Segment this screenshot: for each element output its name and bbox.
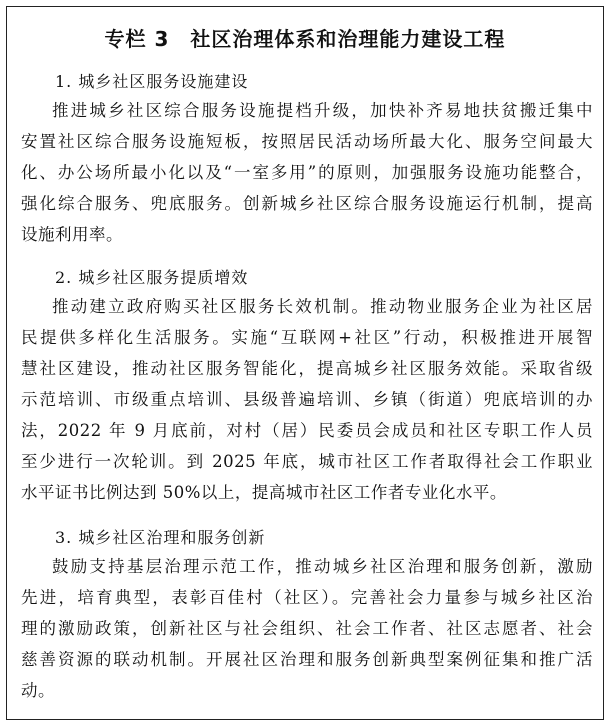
paragraph-line: 理的激励政策，创新社区与社会组织、社会工作者、社区志愿者、社会 bbox=[21, 619, 593, 638]
paragraph-line: 推进城乡社区综合服务设施提档升级，加快补齐易地扶贫搬迁集中 bbox=[52, 101, 593, 120]
paragraph-line: 水平证书比例达到 50%以上，提高城市社区工作者专业化水平。 bbox=[21, 483, 507, 502]
section-paragraph-2 bbox=[21, 291, 593, 508]
paragraph-line: 动。 bbox=[21, 681, 55, 700]
paragraph-line: 强化综合服务、兜底服务。创新城乡社区综合服务设施运行机制，提高 bbox=[21, 194, 593, 213]
paragraph-line: 法，2022 年 9 月底前，对村（居）民委员会成员和社区专职工作人员 bbox=[21, 421, 593, 440]
column-title: 专栏 3 社区治理体系和治理能力建设工程 bbox=[104, 27, 506, 51]
paragraph-line: 至少进行一次轮训。到 2025 年底，城市社区工作者取得社会工作职业 bbox=[21, 452, 593, 471]
paragraph-line: 示范培训、市级重点培训、县级普遍培训、乡镇（街道）兜底培训的办 bbox=[21, 390, 593, 409]
paragraph-line: 安置社区综合服务设施短板，按照居民活动场所最大化、服务空间最大 bbox=[21, 132, 593, 151]
section-heading-2: 2. 城乡社区服务提质增效 bbox=[55, 268, 249, 287]
section-paragraph-1 bbox=[21, 95, 593, 250]
section-paragraph-3 bbox=[21, 551, 593, 706]
paragraph-line: 推动建立政府购买社区服务长效机制。推动物业服务企业为社区居 bbox=[52, 297, 593, 316]
paragraph-line: 民提供多样化生活服务。实施“互联网+社区”行动，积极推进开展智 bbox=[21, 328, 593, 347]
paragraph-line: 先进，培育典型，表彰百佳村（社区）。完善社会力量参与城乡社区治 bbox=[21, 588, 593, 607]
paragraph-line: 慧社区建设，推动社区服务智能化，提高城乡社区服务效能。采取省级 bbox=[21, 359, 593, 378]
column-box bbox=[6, 6, 604, 720]
paragraph-line: 化、办公场所最小化以及“一室多用”的原则，加强服务设施功能整合， bbox=[21, 163, 593, 182]
paragraph-line: 慈善资源的联动机制。开展社区治理和服务创新典型案例征集和推广活 bbox=[21, 650, 593, 669]
paragraph-line: 设施利用率。 bbox=[21, 225, 123, 244]
section-heading-3: 3. 城乡社区治理和服务创新 bbox=[55, 528, 266, 547]
section-heading-1: 1. 城乡社区服务设施建设 bbox=[55, 72, 249, 91]
paragraph-line: 鼓励支持基层治理示范工作，推动城乡社区治理和服务创新，激励 bbox=[52, 557, 593, 576]
